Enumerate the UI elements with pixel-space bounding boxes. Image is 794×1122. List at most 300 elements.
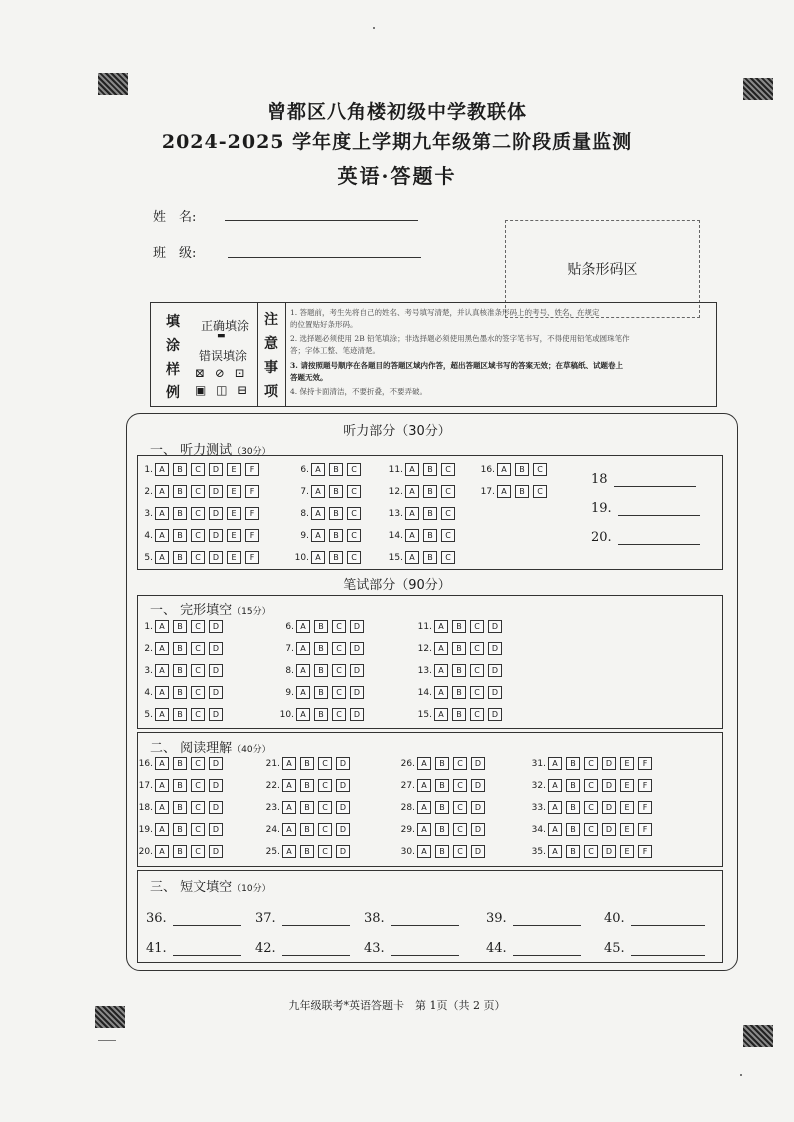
answer-bubble[interactable]: B [329, 551, 343, 564]
answer-bubble[interactable]: A [282, 801, 296, 814]
answer-bubble[interactable]: D [602, 845, 616, 858]
answer-bubble[interactable]: D [336, 779, 350, 792]
answer-bubble[interactable]: B [173, 757, 187, 770]
answer-bubble[interactable]: F [245, 463, 259, 476]
answer-bubble[interactable]: A [311, 485, 325, 498]
answer-bubble[interactable]: A [155, 620, 169, 633]
answer-bubble[interactable]: C [191, 507, 205, 520]
class-field[interactable] [228, 257, 421, 258]
answer-bubble[interactable]: D [209, 708, 223, 721]
answer-bubble[interactable]: A [548, 823, 562, 836]
answer-bubble[interactable]: D [209, 463, 223, 476]
answer-bubble[interactable]: C [453, 757, 467, 770]
answer-bubble[interactable]: D [209, 485, 223, 498]
question-row [384, 484, 459, 499]
answer-bubble[interactable]: C [191, 642, 205, 655]
answer-bubble[interactable]: B [173, 507, 187, 520]
answer-bubble[interactable]: E [227, 485, 241, 498]
answer-bubble[interactable]: C [441, 507, 455, 520]
answer-bubble[interactable]: C [191, 823, 205, 836]
answer-bubble[interactable]: D [209, 551, 223, 564]
answer-bubble[interactable]: E [620, 757, 634, 770]
answer-bubble[interactable]: C [453, 823, 467, 836]
answer-bubble[interactable]: B [329, 485, 343, 498]
answer-bubble[interactable]: C [533, 463, 547, 476]
answer-bubble[interactable]: E [620, 801, 634, 814]
answer-bubble[interactable]: B [566, 779, 580, 792]
answer-bubble[interactable]: C [332, 664, 346, 677]
answer-bubble[interactable]: C [318, 779, 332, 792]
question-row [134, 707, 227, 722]
question-number: 33. [531, 802, 546, 813]
answer-bubble[interactable]: B [435, 823, 449, 836]
answer-bubble[interactable]: D [336, 823, 350, 836]
answer-bubble[interactable]: A [155, 529, 169, 542]
answer-bubble[interactable]: A [405, 507, 419, 520]
answer-bubble[interactable]: C [191, 757, 205, 770]
fill-example-char: 样 [166, 362, 180, 378]
answer-bubble[interactable]: F [245, 529, 259, 542]
answer-bubble[interactable]: B [452, 708, 466, 721]
page-footer: 九年级联考*英语答题卡 第 1页（共 2 页） [288, 999, 506, 1012]
answer-bubble[interactable]: D [488, 620, 502, 633]
answer-bubble[interactable]: D [209, 779, 223, 792]
answer-bubble[interactable]: C [441, 485, 455, 498]
answer-bubble[interactable]: C [191, 485, 205, 498]
answer-bubble[interactable]: B [515, 463, 529, 476]
answer-bubble[interactable]: A [497, 485, 511, 498]
listening-blank [591, 501, 700, 516]
answer-bubble[interactable]: C [533, 485, 547, 498]
answer-bubble[interactable]: A [296, 620, 310, 633]
answer-bubble[interactable]: A [417, 845, 431, 858]
answer-bubble[interactable]: A [434, 664, 448, 677]
answer-bubble[interactable]: E [620, 845, 634, 858]
fill-example-char: 填 [166, 314, 180, 330]
answer-bubble[interactable]: D [209, 757, 223, 770]
answer-bubble[interactable]: A [282, 757, 296, 770]
cloze-section-title [150, 599, 271, 618]
answer-bubble[interactable]: B [566, 801, 580, 814]
answer-bubble[interactable]: A [417, 757, 431, 770]
answer-bubble[interactable]: B [314, 708, 328, 721]
answer-bubble[interactable]: C [470, 686, 484, 699]
answer-bubble[interactable]: D [488, 664, 502, 677]
answer-bubble[interactable]: A [417, 779, 431, 792]
answer-bubble[interactable]: B [435, 779, 449, 792]
answer-bubble[interactable]: C [584, 779, 598, 792]
answer-bubble[interactable]: B [173, 620, 187, 633]
answer-bubble[interactable]: D [209, 664, 223, 677]
barcode-label: 贴条形码区 [567, 262, 638, 278]
blank-line[interactable] [173, 943, 241, 956]
answer-bubble[interactable]: C [191, 529, 205, 542]
answer-bubble[interactable]: A [155, 463, 169, 476]
answer-bubble[interactable]: D [209, 801, 223, 814]
answer-bubble[interactable]: C [347, 529, 361, 542]
answer-bubble[interactable]: A [155, 708, 169, 721]
fill-example-char: 例 [166, 385, 180, 401]
question-row [134, 778, 227, 793]
blank-line[interactable] [513, 913, 581, 926]
answer-bubble[interactable]: C [191, 664, 205, 677]
answer-bubble[interactable]: A [155, 551, 169, 564]
answer-bubble[interactable]: B [173, 664, 187, 677]
answer-bubble[interactable]: A [155, 664, 169, 677]
answer-bubble[interactable]: A [497, 463, 511, 476]
answer-bubble[interactable]: B [435, 801, 449, 814]
answer-bubble[interactable]: B [173, 779, 187, 792]
correct-fill-mark: ▬ [217, 331, 226, 341]
answer-bubble[interactable]: B [300, 845, 314, 858]
answer-bubble[interactable]: A [548, 779, 562, 792]
answer-bubble[interactable]: D [471, 801, 485, 814]
answer-bubble[interactable]: B [314, 642, 328, 655]
blank-line[interactable] [631, 913, 705, 926]
question-row [261, 822, 354, 837]
gapfill-blank [255, 941, 350, 956]
answer-bubble[interactable]: A [155, 686, 169, 699]
blank-number: 19. [591, 501, 612, 516]
gapfill-blank [255, 911, 350, 926]
answer-bubble[interactable]: F [245, 507, 259, 520]
answer-bubble[interactable]: A [434, 620, 448, 633]
notice-line: 答题无效。 [290, 373, 328, 382]
blank-line[interactable] [282, 943, 350, 956]
answer-bubble[interactable]: C [470, 642, 484, 655]
question-row [413, 641, 506, 656]
answer-bubble[interactable]: B [300, 801, 314, 814]
answer-bubble[interactable]: B [329, 529, 343, 542]
blank-line[interactable] [631, 943, 705, 956]
answer-bubble[interactable]: B [452, 620, 466, 633]
answer-bubble[interactable]: B [423, 463, 437, 476]
answer-bubble[interactable]: C [470, 620, 484, 633]
question-row [290, 528, 365, 543]
answer-bubble[interactable]: C [453, 801, 467, 814]
answer-bubble[interactable]: C [318, 823, 332, 836]
answer-bubble[interactable]: B [173, 463, 187, 476]
answer-bubble[interactable]: A [405, 485, 419, 498]
question-row [134, 506, 263, 521]
answer-bubble[interactable]: A [417, 801, 431, 814]
answer-bubble[interactable]: A [155, 845, 169, 858]
answer-bubble[interactable]: C [191, 620, 205, 633]
answer-bubble[interactable]: B [329, 463, 343, 476]
answer-bubble[interactable]: C [191, 708, 205, 721]
answer-bubble[interactable]: B [329, 507, 343, 520]
name-field[interactable] [225, 220, 418, 221]
answer-bubble[interactable]: C [347, 551, 361, 564]
answer-bubble[interactable]: F [638, 845, 652, 858]
answer-bubble[interactable]: C [318, 801, 332, 814]
answer-bubble[interactable]: C [584, 845, 598, 858]
answer-bubble[interactable]: B [314, 664, 328, 677]
answer-bubble[interactable]: A [548, 757, 562, 770]
answer-bubble[interactable]: D [471, 757, 485, 770]
answer-bubble[interactable]: A [155, 801, 169, 814]
answer-bubble[interactable]: B [423, 507, 437, 520]
question-row [413, 707, 506, 722]
answer-bubble[interactable]: D [336, 845, 350, 858]
answer-bubble[interactable]: A [155, 757, 169, 770]
answer-bubble[interactable]: B [173, 823, 187, 836]
answer-bubble[interactable]: B [515, 485, 529, 498]
answer-bubble[interactable]: C [191, 463, 205, 476]
answer-bubble[interactable]: E [227, 507, 241, 520]
blank-number: 20. [591, 530, 612, 545]
question-row [396, 756, 489, 771]
writing-part-title: 笔试部分（90分） [343, 578, 451, 593]
answer-bubble[interactable]: D [209, 686, 223, 699]
answer-bubble[interactable]: D [602, 779, 616, 792]
answer-bubble[interactable]: B [314, 686, 328, 699]
question-number: 13. [388, 508, 403, 519]
answer-bubble[interactable]: C [318, 845, 332, 858]
question-row [396, 822, 489, 837]
question-row [261, 756, 354, 771]
answer-bubble[interactable]: A [311, 507, 325, 520]
question-number: 6. [285, 621, 294, 632]
blank-line[interactable] [391, 943, 459, 956]
question-number: 14. [388, 530, 403, 541]
answer-bubble[interactable]: E [620, 779, 634, 792]
answer-bubble[interactable]: E [620, 823, 634, 836]
question-row [527, 756, 656, 771]
answer-bubble[interactable]: B [452, 686, 466, 699]
answer-bubble[interactable]: A [434, 686, 448, 699]
answer-bubble[interactable]: B [452, 642, 466, 655]
question-row [275, 685, 368, 700]
answer-bubble[interactable]: B [173, 529, 187, 542]
answer-bubble[interactable]: B [452, 664, 466, 677]
answer-bubble[interactable]: D [336, 801, 350, 814]
answer-bubble[interactable]: F [638, 801, 652, 814]
answer-bubble[interactable]: C [332, 620, 346, 633]
answer-bubble[interactable]: C [347, 507, 361, 520]
question-number: 26. [400, 758, 415, 769]
question-row [134, 663, 227, 678]
reading-section-name: 二、 阅读理解 [150, 741, 233, 756]
answer-bubble[interactable]: D [209, 823, 223, 836]
answer-bubble[interactable]: A [434, 708, 448, 721]
answer-bubble[interactable]: F [638, 757, 652, 770]
question-row [476, 462, 551, 477]
answer-bubble[interactable]: D [471, 845, 485, 858]
answer-bubble[interactable]: C [332, 642, 346, 655]
question-number: 14. [417, 687, 432, 698]
question-row [527, 778, 656, 793]
answer-bubble[interactable]: E [227, 463, 241, 476]
answer-bubble[interactable]: C [584, 823, 598, 836]
answer-bubble[interactable]: A [296, 664, 310, 677]
answer-bubble[interactable]: D [209, 507, 223, 520]
answer-bubble[interactable]: C [332, 708, 346, 721]
answer-bubble[interactable]: A [405, 551, 419, 564]
divider [285, 303, 286, 406]
listening-blank [591, 530, 700, 545]
answer-bubble[interactable]: A [282, 779, 296, 792]
answer-bubble[interactable]: D [471, 823, 485, 836]
answer-bubble[interactable]: A [155, 507, 169, 520]
gapfill-section-name: 三、 短文填空 [150, 880, 233, 895]
answer-bubble[interactable]: E [227, 529, 241, 542]
notice-char: 事 [264, 360, 278, 376]
question-row [275, 707, 368, 722]
question-number: 22. [265, 780, 280, 791]
answer-bubble[interactable]: C [441, 463, 455, 476]
answer-bubble[interactable]: B [423, 529, 437, 542]
answer-bubble[interactable]: A [548, 845, 562, 858]
answer-bubble[interactable]: F [245, 485, 259, 498]
blank-line[interactable] [618, 503, 700, 516]
answer-bubble[interactable]: C [453, 779, 467, 792]
question-number: 9. [285, 687, 294, 698]
answer-bubble[interactable]: C [470, 708, 484, 721]
answer-bubble[interactable]: C [441, 529, 455, 542]
answer-bubble[interactable]: C [191, 686, 205, 699]
answer-bubble[interactable]: D [350, 620, 364, 633]
answer-bubble[interactable]: C [191, 779, 205, 792]
answer-bubble[interactable]: A [296, 708, 310, 721]
answer-bubble[interactable]: C [191, 551, 205, 564]
answer-bubble[interactable]: A [282, 823, 296, 836]
answer-bubble[interactable]: B [566, 757, 580, 770]
answer-bubble[interactable]: C [191, 801, 205, 814]
answer-bubble[interactable]: E [227, 551, 241, 564]
answer-bubble[interactable]: A [155, 642, 169, 655]
question-number: 21. [265, 758, 280, 769]
blank-line[interactable] [173, 913, 241, 926]
answer-bubble[interactable]: A [282, 845, 296, 858]
answer-bubble[interactable]: B [300, 779, 314, 792]
answer-bubble[interactable]: D [209, 642, 223, 655]
blank-number: 40. [604, 911, 625, 926]
blank-line[interactable] [513, 943, 581, 956]
answer-bubble[interactable]: D [209, 620, 223, 633]
answer-bubble[interactable]: B [435, 757, 449, 770]
answer-bubble[interactable]: B [173, 642, 187, 655]
answer-bubble[interactable]: A [155, 823, 169, 836]
answer-bubble[interactable]: C [453, 845, 467, 858]
answer-bubble[interactable]: A [311, 463, 325, 476]
answer-bubble[interactable]: C [318, 757, 332, 770]
wrong-fill-marks: ⊠ ⊘ ⊡ [195, 366, 248, 380]
question-row [134, 844, 227, 859]
blank-number: 36. [146, 911, 167, 926]
correct-fill-label: 正确填涂 [201, 319, 250, 333]
blank-line[interactable] [391, 913, 459, 926]
question-number: 12. [417, 643, 432, 654]
blank-number: 41. [146, 941, 167, 956]
answer-bubble[interactable]: B [435, 845, 449, 858]
answer-bubble[interactable]: C [347, 485, 361, 498]
blank-line[interactable] [614, 474, 696, 487]
blank-line[interactable] [282, 913, 350, 926]
answer-bubble[interactable]: B [173, 485, 187, 498]
blank-line[interactable] [618, 532, 700, 545]
answer-bubble[interactable]: B [314, 620, 328, 633]
notice-line: 答；字体工整、笔迹清楚。 [290, 346, 380, 355]
answer-bubble[interactable]: A [434, 642, 448, 655]
answer-bubble[interactable]: A [417, 823, 431, 836]
question-number: 29. [400, 824, 415, 835]
answer-bubble[interactable]: D [602, 823, 616, 836]
answer-bubble[interactable]: D [488, 642, 502, 655]
answer-bubble[interactable]: C [470, 664, 484, 677]
answer-bubble[interactable]: B [423, 551, 437, 564]
blank-number: 43. [364, 941, 385, 956]
answer-bubble[interactable]: A [155, 485, 169, 498]
answer-bubble[interactable]: B [300, 757, 314, 770]
answer-bubble[interactable]: D [209, 529, 223, 542]
answer-bubble[interactable]: C [584, 801, 598, 814]
answer-bubble[interactable]: A [405, 463, 419, 476]
question-number: 7. [285, 643, 294, 654]
answer-bubble[interactable]: D [488, 708, 502, 721]
wrong-fill-label: 错误填涂 [199, 349, 248, 363]
answer-bubble[interactable]: D [602, 757, 616, 770]
question-number: 11. [417, 621, 432, 632]
question-row [134, 484, 263, 499]
answer-bubble[interactable]: A [296, 642, 310, 655]
answer-bubble[interactable]: A [296, 686, 310, 699]
question-row [396, 844, 489, 859]
answer-bubble[interactable]: D [350, 686, 364, 699]
answer-bubble[interactable]: C [191, 845, 205, 858]
answer-bubble[interactable]: B [566, 845, 580, 858]
answer-bubble[interactable]: B [173, 551, 187, 564]
answer-bubble[interactable]: C [347, 463, 361, 476]
question-row [396, 800, 489, 815]
answer-bubble[interactable]: A [405, 529, 419, 542]
answer-bubble[interactable]: D [350, 642, 364, 655]
answer-bubble[interactable]: B [173, 801, 187, 814]
answer-bubble[interactable]: D [488, 686, 502, 699]
answer-bubble[interactable]: D [336, 757, 350, 770]
answer-bubble[interactable]: C [332, 686, 346, 699]
answer-bubble[interactable]: C [584, 757, 598, 770]
answer-bubble[interactable]: C [441, 551, 455, 564]
answer-bubble[interactable]: A [311, 551, 325, 564]
name-label: 姓 名: [153, 210, 197, 225]
answer-bubble[interactable]: B [300, 823, 314, 836]
answer-bubble[interactable]: B [173, 845, 187, 858]
question-row [134, 641, 227, 656]
answer-bubble[interactable]: A [155, 779, 169, 792]
answer-bubble[interactable]: F [638, 779, 652, 792]
question-number: 13. [417, 665, 432, 676]
question-number: 1. [144, 621, 153, 632]
wrong-fill-marks-2: ▣ ◫ ⊟ [195, 383, 251, 397]
question-number: 7. [300, 486, 309, 497]
answer-bubble[interactable]: D [350, 664, 364, 677]
answer-bubble[interactable]: B [173, 708, 187, 721]
blank-number: 45. [604, 941, 625, 956]
answer-bubble[interactable]: B [173, 686, 187, 699]
answer-bubble[interactable]: F [638, 823, 652, 836]
answer-bubble[interactable]: D [602, 801, 616, 814]
answer-bubble[interactable]: D [471, 779, 485, 792]
answer-bubble[interactable]: A [311, 529, 325, 542]
answer-bubble[interactable]: A [548, 801, 562, 814]
listening-section-name: 一、 听力测试 [150, 443, 233, 458]
answer-bubble[interactable]: F [245, 551, 259, 564]
answer-bubble[interactable]: B [566, 823, 580, 836]
answer-bubble[interactable]: D [350, 708, 364, 721]
answer-bubble[interactable]: D [209, 845, 223, 858]
answer-bubble[interactable]: B [423, 485, 437, 498]
